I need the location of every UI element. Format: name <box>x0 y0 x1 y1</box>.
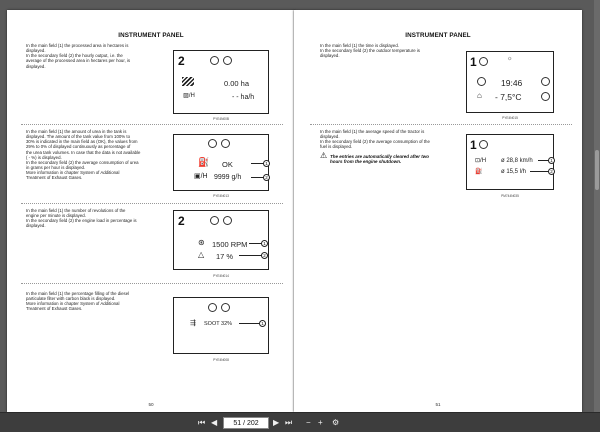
screen-icon <box>221 139 230 148</box>
warning-text: The entries are automatically cleared after two hours from the engine shutdown. <box>330 154 430 165</box>
temperature-field-marker-icon <box>541 92 550 101</box>
callout-1: 1 <box>548 157 555 164</box>
viewer-toolbar <box>0 412 600 432</box>
callout-2: 2 <box>263 174 270 181</box>
tools-button[interactable]: ⚙ <box>332 418 340 427</box>
figure-caption: PYE4N014 <box>213 274 229 278</box>
time-field-marker-icon <box>541 77 550 86</box>
page-number: 50 <box>148 402 154 407</box>
fuel-consumption-icon: ⛽ <box>475 169 483 175</box>
callout-1: 1 <box>263 160 270 167</box>
settings-icon <box>479 57 488 66</box>
settings-icon <box>210 216 219 225</box>
last-page-button[interactable]: ⏭ <box>285 418 293 427</box>
engine-speed-icon: ⊛ <box>198 238 205 247</box>
page-number: 51 <box>435 402 441 407</box>
figure-caption: PYE4N008 <box>213 358 229 362</box>
clock-icon <box>477 77 486 86</box>
screen-icon <box>223 216 232 225</box>
display-screen <box>173 297 269 354</box>
figure-caption: PM744N035 <box>501 194 519 198</box>
figure-caption: PYE4N013 <box>213 194 229 198</box>
section-text: In the main field (1) the percentage filling of the diesel particulate filter with carbon black is displayed. More information in chapter System of Additional Treatment of Exhaust Gases. <box>26 291 130 312</box>
field-number: 1 <box>470 55 477 69</box>
engine-speed-value: 1500 RPM <box>212 240 248 249</box>
left-page <box>7 10 295 412</box>
urea-level-value: OK <box>222 160 233 169</box>
figure-caption: PYE4N00B <box>212 117 230 121</box>
urea-tank-icon: ⛽ <box>198 157 210 167</box>
settings-icon <box>208 303 217 312</box>
scrollbar-thumb[interactable] <box>595 150 599 190</box>
callout-line <box>239 323 261 324</box>
time-value: 19:46 <box>501 78 523 88</box>
light-icon: ☼ <box>507 56 513 62</box>
soot-value: SOOT 32% <box>204 321 233 327</box>
zoom-in-button[interactable]: + <box>318 418 323 427</box>
screen-icon <box>223 56 232 65</box>
field-number: 1 <box>470 138 477 152</box>
section-text: In the main field (1) the time is displayed. In the secondary field (2) the outdoor temperature is displayed. <box>320 43 420 59</box>
callout-line <box>530 171 550 172</box>
divider <box>21 124 283 125</box>
callout-2: 2 <box>548 168 555 175</box>
display-screen <box>173 210 269 270</box>
particulate-filter-icon: ⇶ <box>190 320 196 327</box>
divider <box>21 283 283 284</box>
vertical-scrollbar[interactable] <box>594 0 600 412</box>
zoom-out-button[interactable]: − <box>306 418 311 427</box>
temperature-value: - 7,5°C <box>495 92 522 102</box>
outdoor-temperature-icon: ⌂ <box>477 91 482 100</box>
urea-consumption-icon: ▣/H <box>194 173 208 180</box>
warning-icon: ⚠ <box>320 151 328 160</box>
figure-caption: PYE4N015 <box>502 116 518 120</box>
right-page <box>294 10 582 412</box>
divider <box>21 203 283 204</box>
average-speed-value: ø 28,8 km/h <box>501 158 533 164</box>
previous-page-button[interactable]: ◀ <box>211 418 218 427</box>
callout-1: 1 <box>261 240 268 247</box>
fuel-consumption-value: ø 15,5 l/h <box>501 169 527 175</box>
section-text: In the main field (1) the processed area in hectares is displayed. In the secondary field (2) the hourly output, i.e. the average of the processed area in hectares per hour, is displayed. <box>26 43 131 69</box>
engine-load-value: 17 % <box>216 252 234 261</box>
section-text: In the main field (1) the number of revolutions of the engine per minute is displayed. In the secondary field (2) the engine load in percentage is displayed. <box>26 208 137 229</box>
average-speed-icon: ⊡/H <box>475 158 487 164</box>
display-screen <box>466 134 554 190</box>
area-icon <box>182 77 194 86</box>
callout-1: 1 <box>259 320 266 327</box>
divider <box>310 124 572 125</box>
page-title: INSTRUMENT PANEL <box>118 32 184 39</box>
next-page-button[interactable]: ▶ <box>273 418 280 427</box>
page-number-input[interactable] <box>223 417 269 429</box>
display-screen <box>173 50 269 114</box>
section-text: In the main field (1) the amount of urea in the tank is displayed. The amount of the tank value from 100% to 30% is indicated in the main field as (OK), the values from 29% to 0% of displayed continuously as percentage of the urea tank volumes. In case that the data is not available ( - %) is displayed. In the secondary field (2) the average consumption of urea in grams per hour is displayed. More information in chapter System of Additional Treatment of Exhaust Gases. <box>26 129 141 181</box>
settings-icon <box>479 140 488 149</box>
callout-2: 2 <box>261 252 268 259</box>
display-screen <box>466 51 554 113</box>
page-title: INSTRUMENT PANEL <box>405 32 471 39</box>
first-page-button[interactable]: ⏮ <box>198 418 206 427</box>
settings-icon <box>208 139 217 148</box>
engine-load-icon: △ <box>198 250 205 259</box>
screen-icon <box>221 303 230 312</box>
field-number: 2 <box>178 54 185 68</box>
field-number: 2 <box>178 214 185 228</box>
hourly-output-value: - - ha/h <box>232 94 255 101</box>
section-text: In the main field (1) the average speed of the tractor is displayed. In the secondary field (2) the average consumption of the fuel is displayed. <box>320 129 430 150</box>
urea-consumption-value: 9999 g/h <box>214 174 242 181</box>
hourly-output-icon: ▨/H <box>183 93 195 99</box>
area-value: 0.00 ha <box>224 79 250 88</box>
settings-icon <box>210 56 219 65</box>
callout-line <box>239 255 263 256</box>
